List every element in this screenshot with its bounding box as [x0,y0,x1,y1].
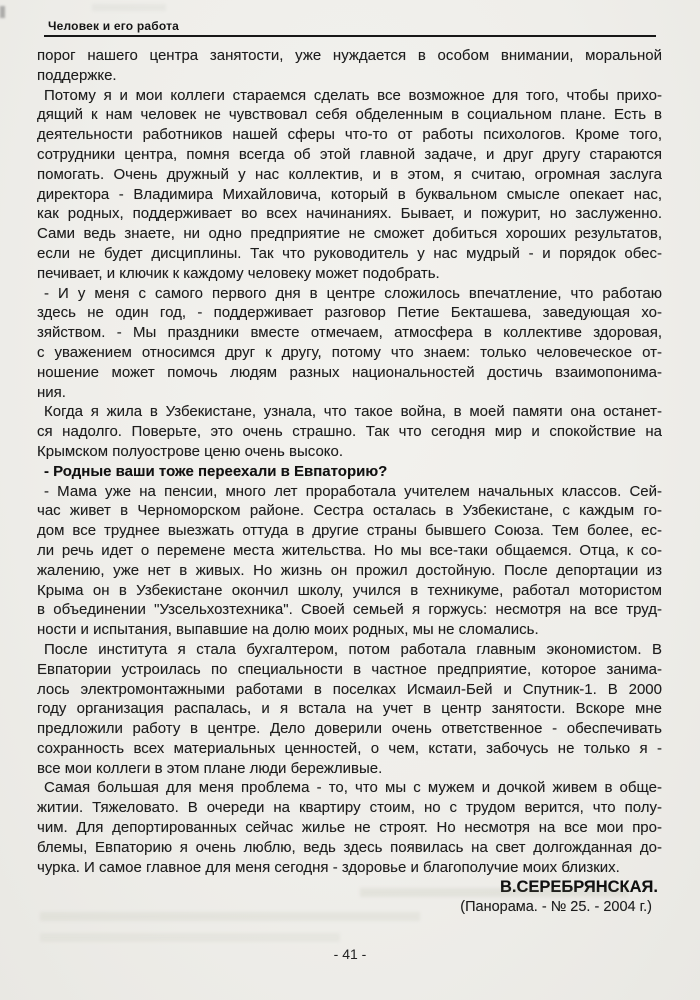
text-line: ношение может помочь людям разных национальностей достичь взаимопонима- [37,363,662,381]
text-line: зяйством. - Мы праздники вместе отмечаем, атмосфера в коллективе здоровая, [37,324,662,342]
text-line: дом все труднее выезжать оттуда в другие страны бывшего Союза. Тем более, ес- [37,522,662,540]
text-line: дящий к нам человек не чувствовал себя обделенным в социальном плане. Есть в [37,106,662,124]
text-line: - И у меня с самого первого дня в центре сложилось впечатление, что работаю [44,284,662,302]
paragraph [37,778,662,877]
text-line: - Родные ваши тоже переехали в Евпаторию? [44,462,388,480]
text-line: сотрудники центра, помня всегда об этой главной задаче, и друг другу стараются [37,145,662,163]
article-body [37,46,662,917]
scan-artifact [0,6,5,18]
text-line: предложили работу в центре. Дело доверили очень ответственное - обеспечивать [37,720,662,738]
text-line: ния. [37,383,66,401]
paragraph [37,462,662,482]
text-line: Потому я и мои коллеги стараемся сделать все возможное для того, чтобы прихо- [44,86,662,104]
text-line: деятельности работников нашей сферы что-то от работы психологов. Кроме того, [37,126,662,144]
text-line: ности и испытания, выпавшие на долю моих родных, мы не сломались. [37,621,539,639]
text-line: Крыма он в Узбекистане окончил школу, учился в техникуме, работал мотористом [37,581,662,599]
header-rule [44,35,656,37]
text-line: сохранность всех материальных ценностей, о чем, кстати, забочусь не только я - [37,739,662,757]
text-line: жалению, уже нет в живых. Но жизнь он прожил достойную. После депортации из [37,561,662,579]
text-line: чурка. И самое главное для меня сегодня - здоровье и благополучие моих близких. [37,858,620,876]
text-line: - Мама уже на пенсии, много лет проработала учителем начальных классов. Сей- [44,482,662,500]
section-title: Человек и его работа [48,19,180,33]
text-line: как родных, поддерживает во всех начинаниях. Бывает, и пожурит, но заслуженно. [37,205,662,223]
paragraph [37,640,662,779]
author-signature: В.СЕРЕБРЯНСКАЯ. [499,878,658,897]
page-number: - 41 - [333,946,367,962]
text-line: Сами ведь знаете, ни одно предприятие не сможет добиться хороших результатов, [37,225,662,243]
paragraph [37,482,662,640]
text-line: житии. Тяжеловато. В очереди на квартиру стоим, но с трудом верится, что полу- [37,799,662,817]
text-line: блемы, Евпаторию я очень люблю, ведь здесь появилась на свет долгожданная до- [37,838,662,856]
paragraph [37,402,662,461]
text-line: в объединении "Узсельхозтехника". Своей семьей я горжусь: несмотря на все труд- [37,601,662,619]
text-line: все мои коллеги в этом плане люди бережливые. [37,759,383,777]
text-line: печивает, и ключик к каждому человеку может подобрать. [37,264,440,282]
text-line: чим. Для депортированных сейчас жилье не строят. Но несмотря на все мои про- [37,819,662,837]
text-line: порог нашего центра занятости, уже нуждается в особом внимании, моральной [37,47,662,64]
paragraph [37,86,662,284]
text-line: с уважением относимся друг к другу, потому что знаем: только человеческое от- [37,343,662,361]
text-line: если не будет дисциплины. Так что руководитель у нас мудрый - и порядок обес- [37,244,662,262]
text-line: директора - Владимира Михайловича, который в буквальном смысле опекает нас, [37,185,662,203]
text-line: помогать. Очень дружный у нас коллектив, и в этом, я считаю, огромная заслуга [37,165,662,183]
text-line: час живет в Черноморском районе. Сестра осталась в Узбекистане, с каждым го- [37,502,662,520]
text-line: ся надолго. Поверьте, это очень страшно. Так что сегодня мир и спокойствие на [37,423,662,441]
text-line: После института я стала бухгалтером, потом работала главным экономистом. В [44,640,662,658]
text-line: Евпатории устроилась по специальности в частное предприятие, которое занима- [37,660,662,678]
paragraph [37,46,662,86]
text-line: здесь не один год, - поддерживает разговор Петие Бекташева, заведующая хо- [37,304,662,322]
text-line: поддержке. [37,66,117,84]
text-line: ли речь идет о перемене места жительства. Но мы все-таки общаемся. Отца, к со- [37,541,662,559]
text-line: Крымском полуострове ценю очень высоко. [37,442,344,460]
text-line: Когда я жила в Узбекистане, узнала, что такое война, в моей памяти она останет- [44,403,662,421]
bleed-through-artifact [40,933,340,942]
scan-artifact [92,4,166,11]
paragraph [37,284,662,403]
paragraphs-container [37,46,662,877]
text-line: Самая большая для меня проблема - то, что мы с мужем и дочкой живем в обще- [44,779,662,797]
text-line: лось электромонтажными работами в поселках Исмаил-Бей и Спутник-1. В 2000 [37,680,662,698]
source-citation: (Панорама. - № 25. - 2004 г.) [460,899,652,916]
text-line: году организация распалась, и я встала на учет в центр занятости. Вскоре мне [37,700,662,718]
